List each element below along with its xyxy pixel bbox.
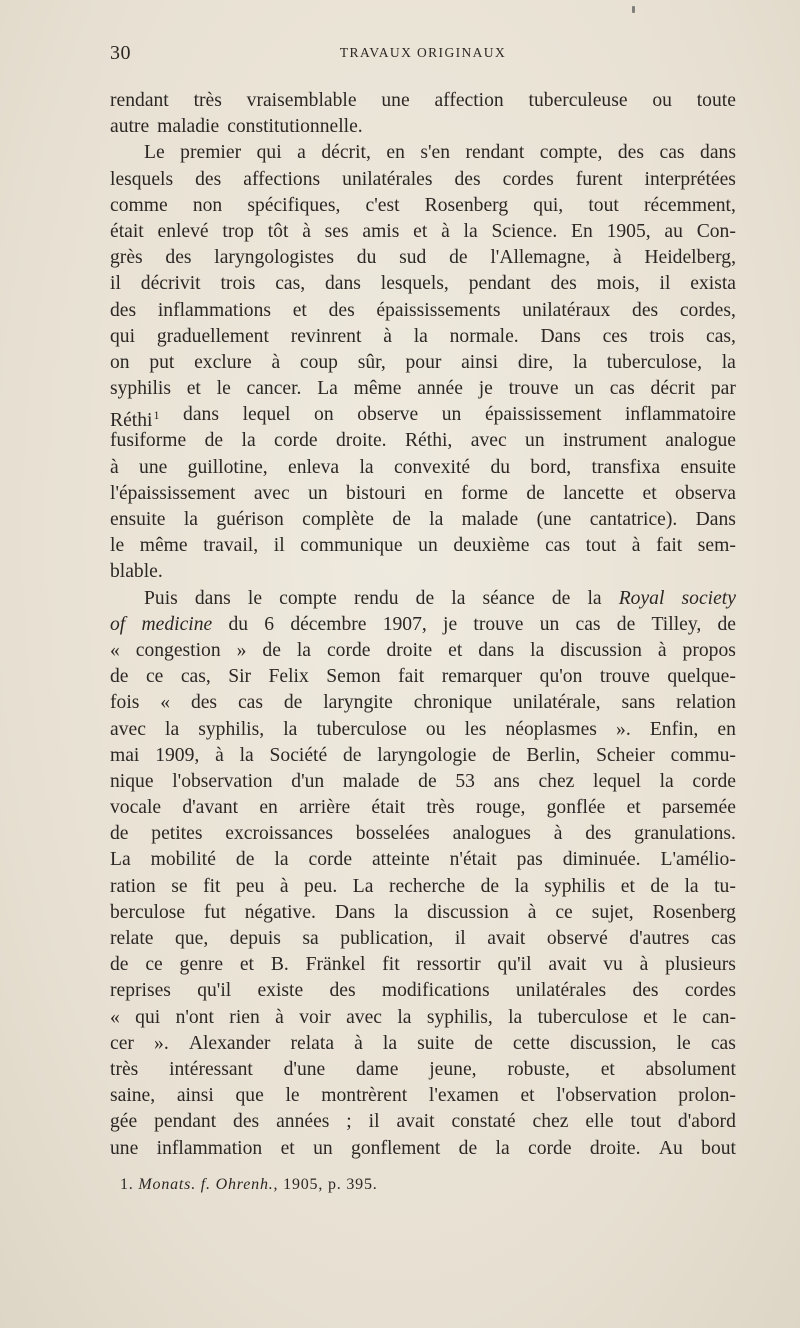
text-line: La mobilité de la corde atteinte n'était pas diminuée. L'amélio- (110, 849, 736, 871)
text-line: Puis dans le compte rendu de la séance de la Royal society (144, 587, 736, 609)
text-line: cer ». Alexander relata à la suite de cette discussion, le cas (110, 1032, 736, 1054)
text-line: « qui n'ont rien à voir avec la syphilis, la tuberculose et le can- (110, 1006, 736, 1028)
text-line: qui graduellement revinrent à la normale. Dans ces trois cas, (110, 325, 736, 347)
text-line: fois « des cas de laryngite chronique unilatérale, sans relation (110, 692, 736, 714)
running-title: TRAVAUX ORIGINAUX (339, 45, 507, 60)
text-line: mai 1909, à la Société de laryngologie de Berlin, Scheier commu- (110, 744, 736, 766)
text-line: lesquels des affections unilatérales des cordes furent interprétées (110, 168, 736, 190)
text-line: reprises qu'il existe des modifications unilatérales des cordes (110, 980, 736, 1002)
text-line: on put exclure à coup sûr, pour ainsi dire, la tuberculose, la (110, 351, 736, 373)
text-line: comme non spécifiques, c'est Rosenberg qui, tout récemment, (110, 194, 736, 216)
text-line: il décrivit trois cas, dans lesquels, pendant des mois, il exista (110, 273, 736, 295)
text-line: était enlevé trop tôt à ses amis et à la Science. En 1905, au Con- (110, 220, 736, 242)
text-line: de ce cas, Sir Felix Semon fait remarquer qu'on trouve quelque- (110, 666, 736, 688)
text-line: « congestion » de la corde droite et dans la discussion à propos (110, 639, 736, 661)
text-line: blable. (110, 561, 163, 583)
text-line: l'épaississement avec un bistouri en forme de lancette et observa (110, 482, 736, 504)
ink-speck (632, 6, 635, 13)
text-line: syphilis et le cancer. La même année je trouve un cas décrit par (110, 378, 736, 400)
text-line: relate que, depuis sa publication, il avait observé d'autres cas (110, 928, 736, 949)
text-line: Réthi$^1$ dans lequel on observe un épaississement inflammatoire (110, 404, 736, 432)
page-number: 30 (110, 42, 131, 64)
text-line: of medicine du 6 décembre 1907, je trouve un cas de Tilley, de (110, 613, 736, 635)
text-line: à une guillotine, enleva la convexité du bord, transfixa ensuite (110, 456, 736, 478)
text-line: de petites excroissances bosselées analogues à des granulations. (110, 823, 736, 845)
text-line: gée pendant des années ; il avait constaté chez elle tout d'abord (110, 1111, 736, 1133)
text-line: autre maladie constitutionnelle. (110, 116, 363, 138)
text-line: grès des laryngologistes du sud de l'Allemagne, à Heidelberg, (110, 247, 736, 269)
text-line: une inflammation et un gonflement de la corde droite. Au bout (110, 1137, 736, 1159)
text-line: fusiforme de la corde droite. Réthi, avec un instrument analogue (110, 430, 736, 452)
text-line: rendant très vraisemblable une affection tuberculeuse ou toute (110, 90, 736, 111)
text-line: avec la syphilis, la tuberculose ou les néoplasmes ». Enfin, en (110, 718, 736, 740)
text-line: ensuite la guérison complète de la malade (une cantatrice). Dans (110, 509, 736, 530)
text-line: vocale d'avant en arrière était très rouge, gonflée et parsemée (110, 797, 736, 819)
text-line: des inflammations et des épaississements unilatéraux des cordes, (110, 299, 736, 321)
body-text (110, 88, 736, 1162)
text-line: ration se fit peu à peu. La recherche de la syphilis et de la tu- (110, 875, 736, 897)
text-line: Le premier qui a décrit, en s'en rendant compte, des cas dans (144, 142, 736, 164)
text-line: de ce genre et B. Fränkel fit ressortir qu'il avait vu à plusieurs (110, 954, 736, 976)
text-line: saine, ainsi que le montrèrent l'examen et l'observation prolon- (110, 1085, 736, 1107)
footnote: 1. Monats. f. Ohrenh., 1905, p. 395. (120, 1176, 378, 1193)
text-line: le même travail, il communique un deuxième cas tout à fait sem- (110, 535, 736, 557)
running-head (110, 42, 736, 66)
text-line: berculose fut négative. Dans la discussion à ce sujet, Rosenberg (110, 901, 736, 923)
text-line: nique l'observation d'un malade de 53 ans chez lequel la corde (110, 770, 736, 792)
text-line: très intéressant d'une dame jeune, robuste, et absolument (110, 1058, 736, 1080)
